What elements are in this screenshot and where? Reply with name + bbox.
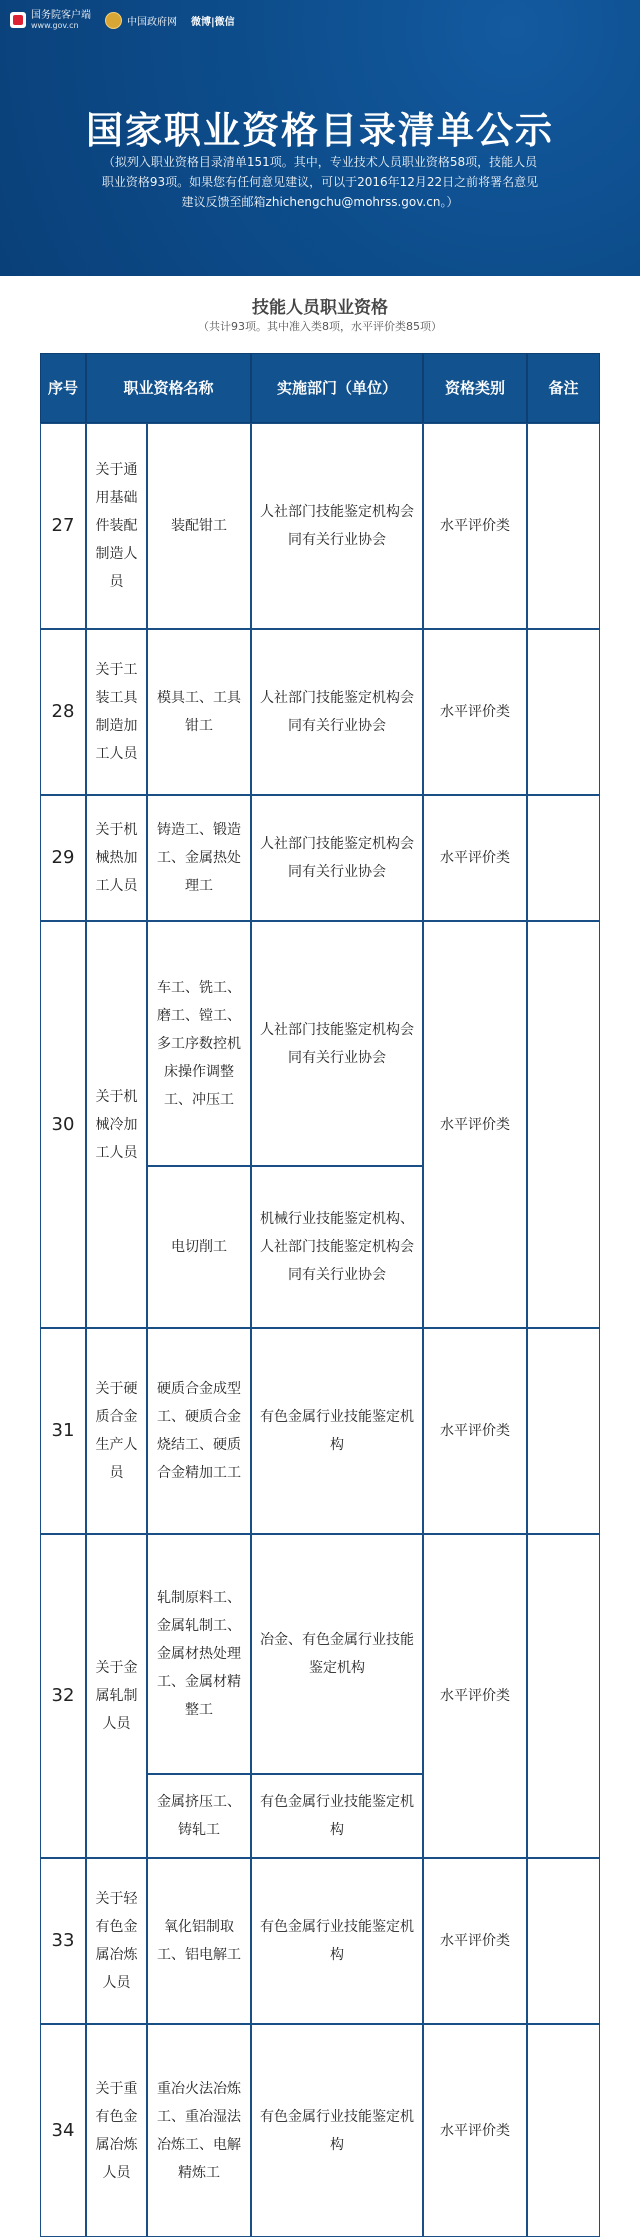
department: 冶金、有色金属行业技能鉴定机构	[251, 1534, 423, 1774]
qualification-type: 水平评价类	[423, 1328, 527, 1534]
row-number: 33	[40, 1858, 86, 2024]
qualification-name: 装配钳工	[147, 423, 251, 629]
qualification-type: 水平评价类	[423, 1858, 527, 2024]
note	[527, 921, 600, 1328]
department: 有色金属行业技能鉴定机构	[251, 1328, 423, 1534]
qualification-name: 铸造工、锻造工、金属热处理工	[147, 795, 251, 921]
row-number: 27	[40, 423, 86, 629]
brand[interactable]	[10, 11, 91, 30]
row-number: 28	[40, 629, 86, 795]
section-title: 技能人员职业资格	[252, 298, 388, 318]
row-number: 29	[40, 795, 86, 921]
category-name: 关于重有色金属冶炼人员	[86, 2024, 147, 2237]
category-name: 关于通用基础件装配制造人员	[86, 423, 147, 629]
brand-url: www.gov.cn	[31, 20, 79, 30]
qualification-name: 车工、铣工、磨工、镗工、多工序数控机床操作调整工、冲压工	[147, 921, 251, 1166]
qualification-type: 水平评价类	[423, 629, 527, 795]
page-description: （拟列入职业资格目录清单151项。其中，专业技术人员职业资格58项，技能人员职业资格93项。如果您有任何意见建议，可以于2016年12月22日之前将署名意见建议反馈至邮箱zhichengchu@mohrss.gov.cn。）	[101, 155, 539, 209]
qualification-type: 水平评价类	[423, 795, 527, 921]
qualification-name: 轧制原料工、金属轧制工、金属材热处理工、金属材精整工	[147, 1534, 251, 1774]
category-name: 关于工装工具制造加工人员	[86, 629, 147, 795]
qualification-name: 硬质合金成型工、硬质合金烧结工、硬质合金精加工工	[147, 1328, 251, 1534]
top-bar	[10, 10, 235, 30]
department: 人社部门技能鉴定机构会同有关行业协会	[251, 629, 423, 795]
row-number: 32	[40, 1534, 86, 1858]
qualification-name: 金属挤压工、铸轧工	[147, 1774, 251, 1858]
qualification-name: 模具工、工具钳工	[147, 629, 251, 795]
note	[527, 629, 600, 795]
qualification-name: 重冶火法冶炼工、重冶湿法冶炼工、电解精炼工	[147, 2024, 251, 2237]
qualification-type: 水平评价类	[423, 921, 527, 1328]
qualification-name: 电切削工	[147, 1166, 251, 1328]
section-subtitle: （共计93项。其中准入类8项，水平评价类85项）	[198, 320, 442, 333]
header-banner	[0, 0, 640, 276]
header-number: 序号	[40, 353, 86, 423]
page-title: 国家职业资格目录清单公示	[86, 109, 554, 152]
department: 人社部门技能鉴定机构会同有关行业协会	[251, 423, 423, 629]
note	[527, 795, 600, 921]
header-note: 备注	[527, 353, 600, 423]
qualification-name: 氧化铝制取工、铝电解工	[147, 1858, 251, 2024]
note	[527, 1328, 600, 1534]
department: 有色金属行业技能鉴定机构	[251, 2024, 423, 2237]
category-name: 关于金属轧制人员	[86, 1534, 147, 1858]
category-name: 关于轻有色金属冶炼人员	[86, 1858, 147, 2024]
note	[527, 1858, 600, 2024]
header-qualification-name: 职业资格名称	[86, 353, 251, 423]
brand-name: 国务院客户端	[31, 9, 91, 21]
note	[527, 2024, 600, 2237]
header-type: 资格类别	[423, 353, 527, 423]
department: 人社部门技能鉴定机构会同有关行业协会	[251, 795, 423, 921]
row-number: 31	[40, 1328, 86, 1534]
category-name: 关于硬质合金生产人员	[86, 1328, 147, 1534]
department: 有色金属行业技能鉴定机构	[251, 1858, 423, 2024]
category-name: 关于机械热加工人员	[86, 795, 147, 921]
department: 有色金属行业技能鉴定机构	[251, 1774, 423, 1858]
gov-site-name: 中国政府网	[127, 16, 177, 28]
row-number: 34	[40, 2024, 86, 2237]
gov-site[interactable]	[105, 12, 177, 29]
qualification-table	[40, 353, 600, 2237]
state-council-app-logo-icon	[10, 12, 26, 28]
social-links[interactable]: 微博|微信	[191, 16, 235, 28]
national-emblem-icon	[105, 12, 122, 29]
department: 人社部门技能鉴定机构会同有关行业协会	[251, 921, 423, 1166]
note	[527, 423, 600, 629]
category-name: 关于机械冷加工人员	[86, 921, 147, 1328]
header-department: 实施部门（单位）	[251, 353, 423, 423]
note	[527, 1534, 600, 1858]
department: 机械行业技能鉴定机构、人社部门技能鉴定机构会同有关行业协会	[251, 1166, 423, 1328]
row-number: 30	[40, 921, 86, 1328]
qualification-type: 水平评价类	[423, 423, 527, 629]
qualification-type: 水平评价类	[423, 2024, 527, 2237]
qualification-type: 水平评价类	[423, 1534, 527, 1858]
